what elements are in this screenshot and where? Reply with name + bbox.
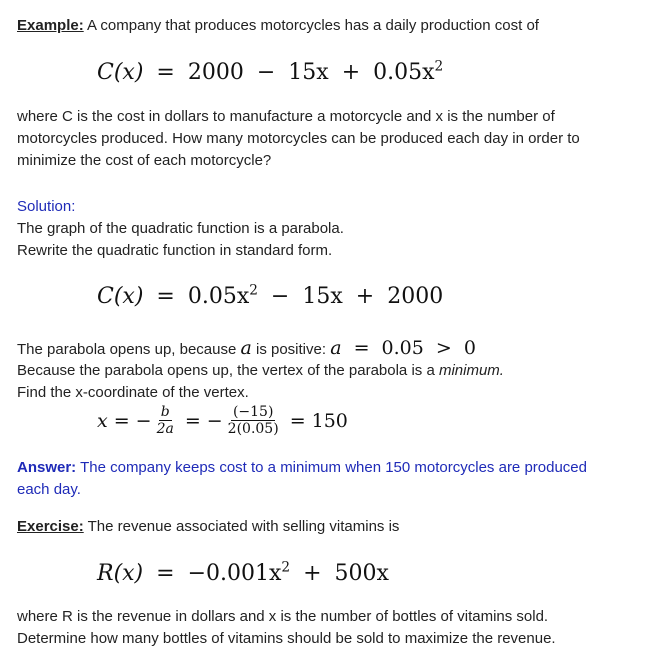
- answer-line2: each day.: [17, 481, 81, 498]
- answer-text: The company keeps cost to a minimum when 150 motorcycles are produced: [76, 459, 587, 476]
- example-intro: [17, 17, 539, 34]
- vertex-eq2: =: [184, 409, 201, 432]
- rev-plus: +: [303, 561, 322, 586]
- vertex-eq3: =: [289, 409, 306, 432]
- answer-section: [17, 457, 637, 501]
- frac-b: b: [160, 404, 170, 420]
- opens-text: The parabola opens up, because: [17, 341, 241, 358]
- find-vertex-text: Find the x-coordinate of the vertex.: [17, 384, 249, 401]
- vertex-result: 150: [311, 409, 348, 432]
- std-constant: 2000: [387, 284, 444, 309]
- a-symbol: a: [240, 337, 252, 359]
- exercise-intro: [17, 518, 399, 535]
- rev-eq: =: [156, 561, 175, 586]
- ineq-value: 0.05: [381, 337, 424, 359]
- minimum-word: minimum.: [438, 362, 504, 379]
- std-eq: =: [156, 284, 175, 309]
- rev-linear: 500x: [334, 561, 389, 586]
- answer-label: Answer:: [17, 459, 77, 476]
- ineq-gt: >: [435, 337, 452, 359]
- a-inequality: [330, 337, 476, 359]
- solution-label: Solution:: [17, 198, 76, 215]
- cost-linear: 15x: [288, 60, 329, 85]
- vertex-equation: [97, 404, 348, 437]
- exercise-line: Determine how many bottles of vitamins should be sold to maximize the revenue.: [17, 630, 556, 647]
- rev-quad: −0.001x: [187, 561, 282, 586]
- exercise-intro-text: The revenue associated with selling vitamins is: [83, 518, 400, 535]
- answer-line1: [17, 457, 637, 479]
- description-line: where C is the cost in dollars to manufacture a motorcycle and x is the number of: [17, 108, 555, 125]
- cost-lhs: C(x): [97, 60, 144, 85]
- description-line: minimize the cost of each motorcycle?: [17, 152, 272, 169]
- vertex-eq1: =: [113, 409, 130, 432]
- cost-constant: 2000: [187, 60, 244, 85]
- vertex-x: x: [97, 409, 108, 432]
- description-line: motorcycles produced. How many motorcycles can be produced each day in order to: [17, 130, 580, 147]
- numeric-fraction: [226, 404, 281, 437]
- vertex-neg1: −: [135, 409, 152, 432]
- ineq-zero: 0: [463, 337, 476, 359]
- frac-den: 2(0.05): [227, 421, 279, 437]
- exercise-description: [17, 606, 637, 650]
- rev-lhs: R(x): [97, 561, 144, 586]
- minimum-line: [17, 360, 637, 382]
- example-description: [17, 106, 637, 172]
- exercise-line: where R is the revenue in dollars and x is the number of bottles of vitamins sold.: [17, 608, 549, 625]
- std-quad: 0.05x: [187, 284, 250, 309]
- solution-section: [17, 196, 637, 262]
- std-minus: −: [270, 284, 290, 309]
- cost-exponent: 2: [434, 58, 444, 75]
- frac-2a: 2a: [156, 421, 174, 437]
- minimum-section: [17, 360, 637, 404]
- example-label: Example:: [17, 17, 84, 34]
- frac-num: (−15): [232, 404, 274, 420]
- opens-text2: is positive:: [251, 341, 331, 358]
- standard-equation: [97, 284, 443, 309]
- std-plus: +: [355, 284, 375, 309]
- b-over-2a: [155, 404, 176, 437]
- std-linear: 15x: [302, 284, 343, 309]
- solution-line: Rewrite the quadratic function in standard form.: [17, 242, 333, 259]
- example-intro-text: A company that produces motorcycles has a daily production cost of: [83, 17, 539, 34]
- solution-line: The graph of the quadratic function is a parabola.: [17, 220, 344, 237]
- exercise-label: Exercise:: [17, 518, 84, 535]
- cost-equation: [97, 60, 443, 85]
- rev-exponent: 2: [281, 559, 291, 576]
- cost-minus: −: [256, 60, 276, 85]
- ineq-eq: =: [353, 337, 370, 359]
- std-exponent: 2: [249, 282, 258, 299]
- vertex-neg2: −: [206, 409, 223, 432]
- cost-eq: =: [156, 60, 175, 85]
- revenue-equation: [97, 561, 389, 586]
- std-lhs: C(x): [97, 284, 144, 309]
- cost-quad: 0.05x: [373, 60, 435, 85]
- opens-line: [17, 336, 476, 362]
- minimum-text: Because the parabola opens up, the vertex of the parabola is a: [17, 362, 439, 379]
- ineq-a: a: [330, 337, 342, 359]
- cost-plus: +: [341, 60, 361, 85]
